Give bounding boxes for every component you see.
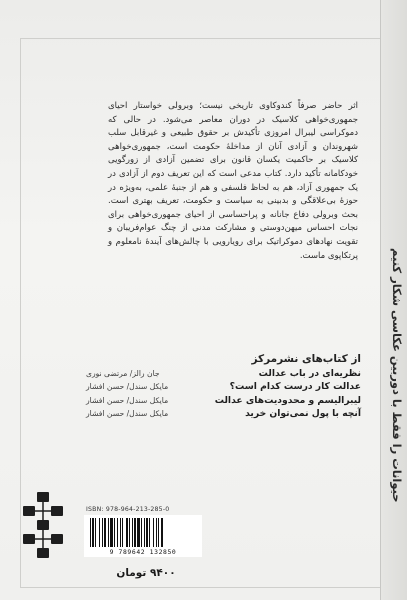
book-title: آنچه با پول نمی‌توان خرید — [245, 408, 361, 420]
barcode-number: 9 789642 132850 — [109, 548, 177, 556]
book-title: نظریه‌ای در باب عدالت — [258, 368, 361, 379]
book-title: عدالت کار درست کدام است؟ — [229, 381, 361, 393]
blurb-text — [108, 100, 358, 263]
book-item — [86, 381, 361, 394]
book-item — [86, 368, 361, 381]
barcode-bars — [88, 518, 198, 547]
book-authors: جان رالز/ مرتضی نوری — [86, 369, 160, 378]
price-label: ۹۴۰۰ تومان — [116, 567, 176, 579]
blurb-paragraph: اثر حاضر صرفاً کندوکاوی تاریخی نیست؛ وبرولی خواستار احیای جمهوری‌خواهی کلاسیک در دوران معاصر می‌شود. در حالی که دموکراسی لیبرال امروزی تأکیدش بر حقوق طبیعی و غیرقابل سلب شهروندان و آزادی آنان از مداخلهٔ حکومت است، جمهوری‌خواهی کلاسیک بر حاکمیت یکسان قانون برای تضمین آزادی از زورگویی خودکامانه تأکید دارد. کتاب مدعی است که این تعریف دوم از آزادی در یک جمهوری آزاد، هم به لحاظ فلسفی و هم از جنبهٔ علمی، به‌ویژه در حوزهٔ بی‌علاقگی و بدبینی به سیاست و حکومت، تعریف بهتری است. بحث وبرولی دفاع جانانه و پراحساسی از احیای جمهوری‌خواهی برای نجات احساس میهن‌دوستی و مشارکت مدنی از چنگ عوام‌فریبان و تقویت نهادهای دموکراتیک برای رویارویی با چالش‌های آیندهٔ نامعلوم و پرتکاپوی ماست. — [108, 101, 358, 261]
spine-text: حیوانات را فقط با دوربین عکاسی شکار کنیم — [390, 248, 404, 503]
book-authors: مایکل سندل/ حسن افشار — [86, 382, 169, 392]
book-item — [86, 395, 361, 408]
book-spine — [380, 0, 407, 600]
book-item — [86, 408, 361, 421]
isbn-label: ISBN: 978-964-213-285-0 — [86, 506, 170, 513]
book-authors: مایکل سندل/ حسن افشار — [86, 409, 169, 419]
book-title: لیبرالیسم و محدودیت‌های عدالت — [214, 394, 361, 406]
book-authors: مایکل سندل/ حسن افشار — [86, 395, 169, 405]
barcode — [84, 515, 202, 557]
series-heading: از کتاب‌های نشرمرکز — [251, 353, 361, 365]
series-list — [86, 353, 361, 422]
publisher-logo-icon — [19, 488, 67, 568]
